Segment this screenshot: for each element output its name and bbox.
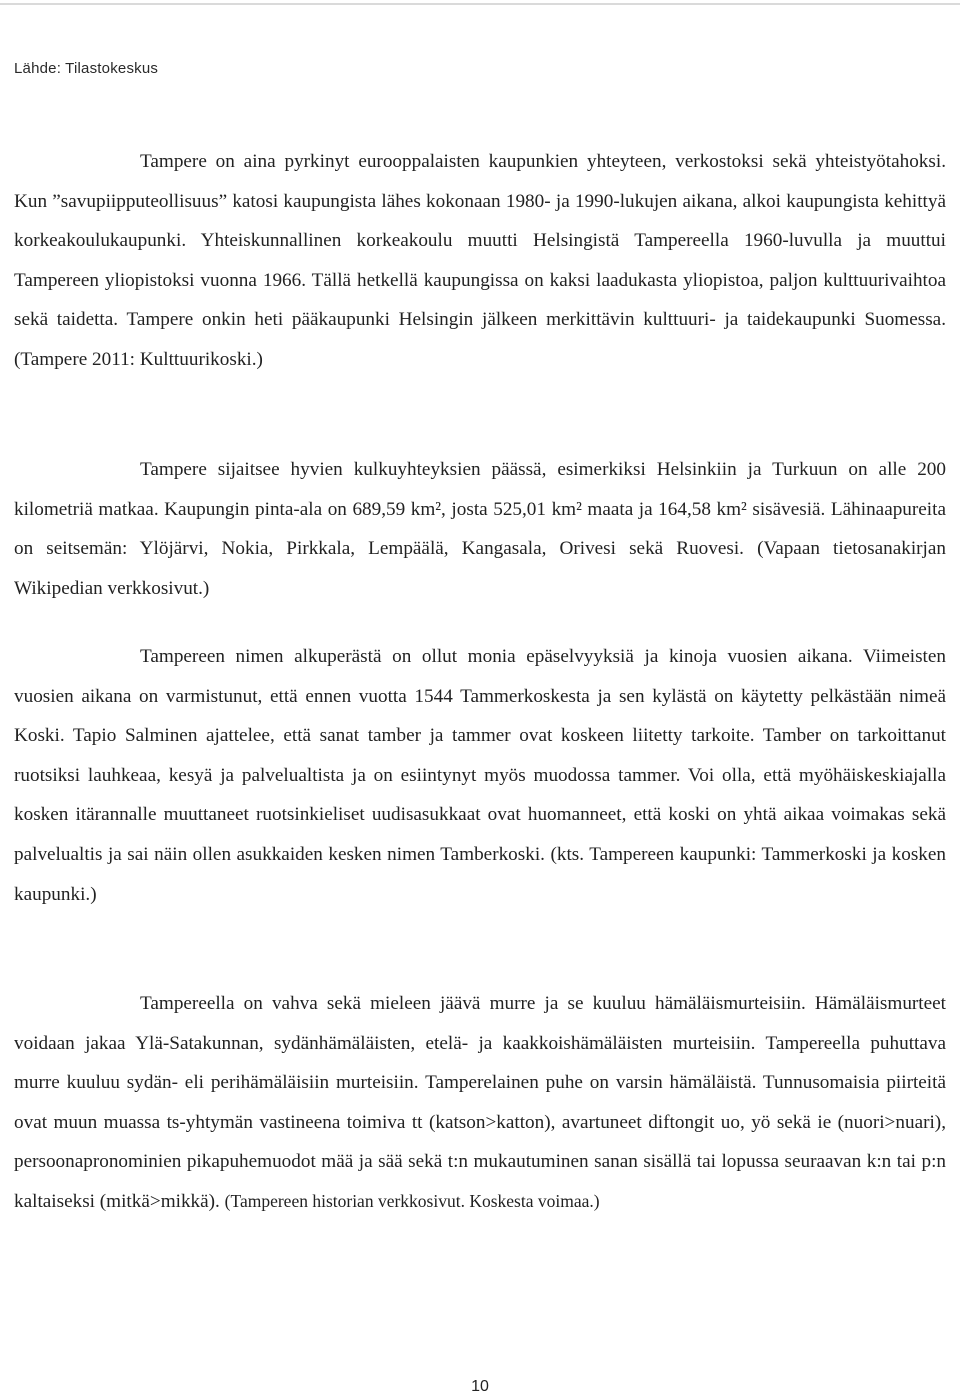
paragraph-dialect-text: Tampereella on vahva sekä mieleen jäävä murre ja se kuuluu hämäläismurteisiin. Hämäläismurteet voidaan jakaa Ylä-Satakunnan, sydänhämäläisten, etelä- ja kaakkoishämäläisten murteisiin. Tampereella puhuttava murre kuuluu sydän- eli perihämäläisiin murteisiin. Tamperelainen puhe on varsin hämäläistä. Tunnusomaisia piirteitä ovat muun muassa ts-yhtymän vastineena toimiva tt (katson>katton), avartuneet diftongit uo, yö sekä ie (nuori>nuari), persoonapronominien pikapuhemuodot mää ja sää sekä t:n mukautuminen sanan sisällä tai lopussa seuraavan k:n tai p:n kaltaiseksi (mitkä>mikkä). <box>14 993 946 1212</box>
page-number: 10 <box>471 1378 489 1395</box>
source-caption: Lähde: Tilastokeskus <box>14 60 159 77</box>
paragraph-culture: Tampere on aina pyrkinyt eurooppalaisten kaupunkien yhteyteen, verkostoksi sekä yhteistyötahoksi. Kun ”savupiipputeollisuus” katosi kaupungista lähes kokonaan 1980- ja 1990-lukujen aikana, alkoi kaupungista kehittyä korkeakoulukaupunki. Yhteiskunnallinen korkeakoulu muutti Helsingistä Tampereella 1960-luvulla ja muuttui Tampereen yliopistoksi vuonna 1966. Tällä hetkellä kaupungissa on kaksi laadukasta yliopistoa, paljon kulttuurivaihtoa sekä taidetta. Tampere onkin heti pääkaupunki Helsingin jälkeen merkittävin kulttuuri- ja taidekaupunki Suomessa. (Tampere 2011: Kulttuurikoski.) <box>14 151 946 370</box>
top-rule <box>0 3 960 5</box>
paragraph-name-origin: Tampereen nimen alkuperästä on ollut monia epäselvyyksiä ja kinoja vuosien aikana. Viimeisten vuosien aikana on varmistunut, että ennen vuotta 1544 Tammerkoskesta ja sen kylästä on käytetty pelkästään nimeä Koski. Tapio Salminen ajattelee, että sanat tamber ja tammer ovat koskeen liitetty tarkoite. Tamber on tarkoittanut ruotsiksi lauhkeaa, kesyä ja palvelualtista ja on esiintynyt myös muodossa tammer. Voi olla, että myöhäiskeskiajalla kosken itärannalle muuttaneet ruotsinkieliset uudisasukkaat ovat huomanneet, että koski on yhtä aikaa voimakas sekä palvelualtis ja sai näin ollen asukkaiden kesken nimen Tamberkoski. (kts. Tampereen kaupunki: Tammerkoski ja kosken kaupunki.) <box>14 646 946 905</box>
paragraph-dialect <box>14 984 946 1222</box>
paragraph-location: Tampere sijaitsee hyvien kulkuyhteyksien päässä, esimerkiksi Helsinkiin ja Turkuun on alle 200 kilometriä matkaa. Kaupungin pinta-ala on 689,59 km², josta 525,01 km² maata ja 164,58 km² sisävesiä. Lähinaapureita on seitsemän: Ylöjärvi, Nokia, Pirkkala, Lempäälä, Kangasala, Orivesi sekä Ruovesi. (Vapaan tietosanakirjan Wikipedian verkkosivut.) <box>14 459 946 599</box>
paragraph-dialect-citation: (Tampereen historian verkkosivut. Koskesta voimaa.) <box>224 1190 600 1211</box>
